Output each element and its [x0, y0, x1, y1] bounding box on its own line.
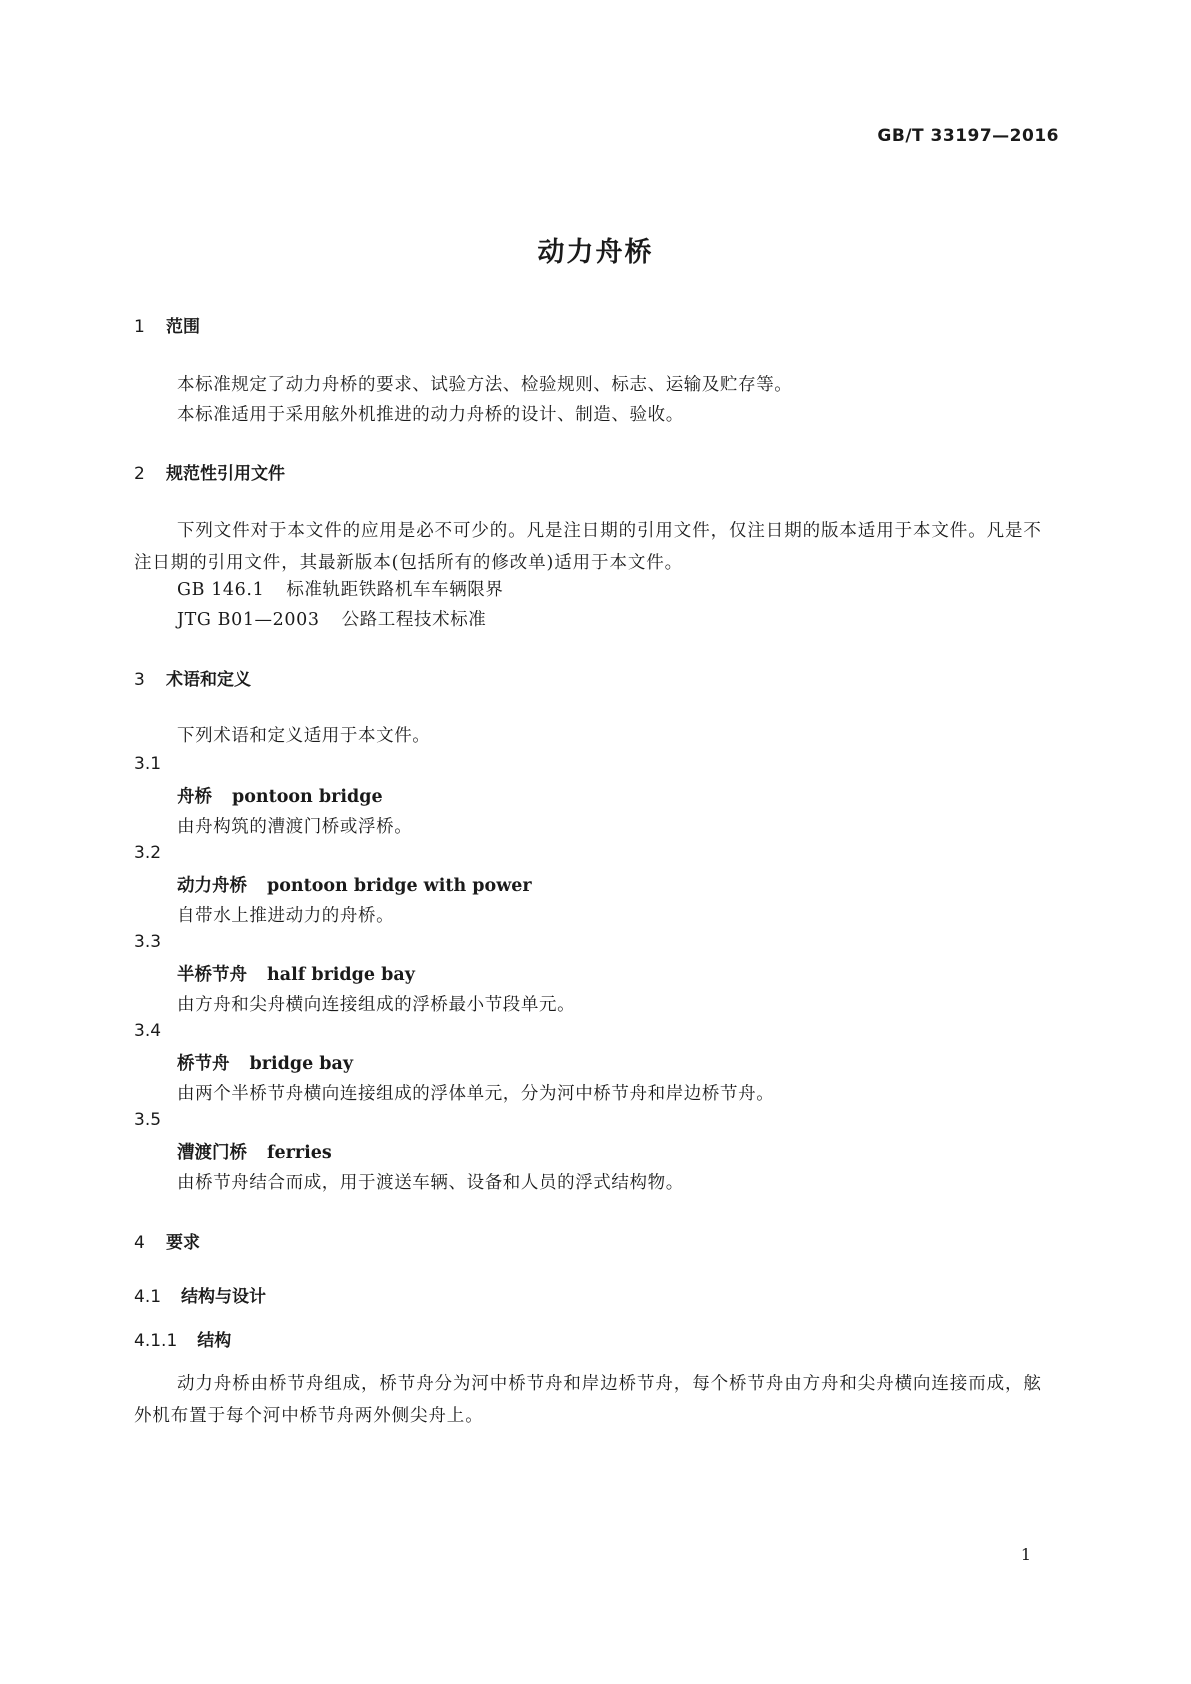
page-number: 1 [1020, 1545, 1031, 1564]
section-3-heading [134, 665, 251, 690]
section-3-intro: 下列术语和定义适用于本文件。 [177, 726, 431, 746]
term-chinese: 半桥节舟 [177, 965, 247, 985]
term-definition: 自带水上推进动力的舟桥。 [177, 906, 395, 926]
term-title [177, 961, 415, 986]
term-definition: 由舟构筑的漕渡门桥或浮桥。 [177, 817, 413, 837]
reference-title: 标准轨距铁路机车车辆限界 [286, 580, 504, 600]
term-title [177, 1139, 332, 1164]
term-english: pontoon bridge with power [267, 876, 532, 896]
term-english: bridge bay [249, 1054, 354, 1074]
subsection-4-1-heading [134, 1282, 266, 1307]
section-4-heading [134, 1228, 200, 1253]
subsection-number: 4.1.1 [134, 1331, 178, 1351]
term-chinese: 桥节舟 [177, 1054, 230, 1074]
section-1-heading [134, 312, 200, 337]
term-title [177, 1050, 353, 1075]
term-title [177, 783, 383, 808]
term-number: 3.1 [134, 754, 162, 774]
term-english: pontoon bridge [232, 787, 383, 807]
subsection-4-1-1-heading [134, 1326, 231, 1351]
section-title: 术语和定义 [166, 670, 251, 690]
section-title: 范围 [166, 317, 200, 337]
section-title: 要求 [166, 1233, 200, 1253]
term-number: 3.3 [134, 932, 162, 952]
term-number: 3.2 [134, 843, 162, 863]
reference-code: JTG B01—2003 [177, 610, 320, 630]
term-chinese: 舟桥 [177, 787, 212, 807]
term-definition: 由方舟和尖舟横向连接组成的浮桥最小节段单元。 [177, 995, 576, 1015]
section-number: 1 [134, 317, 145, 337]
term-definition: 由两个半桥节舟横向连接组成的浮体单元，分为河中桥节舟和岸边桥节舟。 [177, 1084, 775, 1104]
term-number: 3.4 [134, 1021, 162, 1041]
term-chinese: 漕渡门桥 [177, 1143, 247, 1163]
term-number: 3.5 [134, 1110, 162, 1130]
term-title [177, 872, 532, 897]
reference-code: GB 146.1 [177, 580, 265, 600]
term-definition: 由桥节舟结合而成，用于渡送车辆、设备和人员的浮式结构物。 [177, 1173, 684, 1193]
section-title: 规范性引用文件 [166, 464, 285, 484]
section-2-paragraph: 下列文件对于本文件的应用是必不可少的。凡是注日期的引用文件，仅注日期的版本适用于本文件。凡是不注日期的引用文件，其最新版本(包括所有的修改单)适用于本文件。 [134, 521, 1042, 573]
section-number: 2 [134, 464, 145, 484]
reference-item [177, 576, 504, 601]
subsection-title: 结构 [197, 1331, 232, 1351]
term-chinese: 动力舟桥 [177, 876, 247, 896]
section-number: 4 [134, 1233, 145, 1253]
reference-item [177, 606, 486, 631]
subsection-number: 4.1 [134, 1287, 162, 1307]
term-english: half bridge bay [267, 965, 415, 985]
reference-title: 公路工程技术标准 [341, 610, 487, 630]
section-1-paragraph-2: 本标准适用于采用舷外机推进的动力舟桥的设计、制造、验收。 [177, 405, 684, 425]
section-4-paragraph: 动力舟桥由桥节舟组成，桥节舟分为河中桥节舟和岸边桥节舟，每个桥节舟由方舟和尖舟横向连接而成，舷外机布置于每个河中桥节舟两外侧尖舟上。 [134, 1374, 1042, 1426]
section-number: 3 [134, 670, 145, 690]
term-english: ferries [267, 1143, 332, 1163]
section-1-paragraph-1: 本标准规定了动力舟桥的要求、试验方法、检验规则、标志、运输及贮存等。 [177, 375, 793, 395]
standard-code: GB/T 33197—2016 [877, 126, 1059, 146]
section-2-heading [134, 459, 285, 484]
subsection-title: 结构与设计 [181, 1287, 267, 1307]
document-title: 动力舟桥 [537, 237, 654, 268]
